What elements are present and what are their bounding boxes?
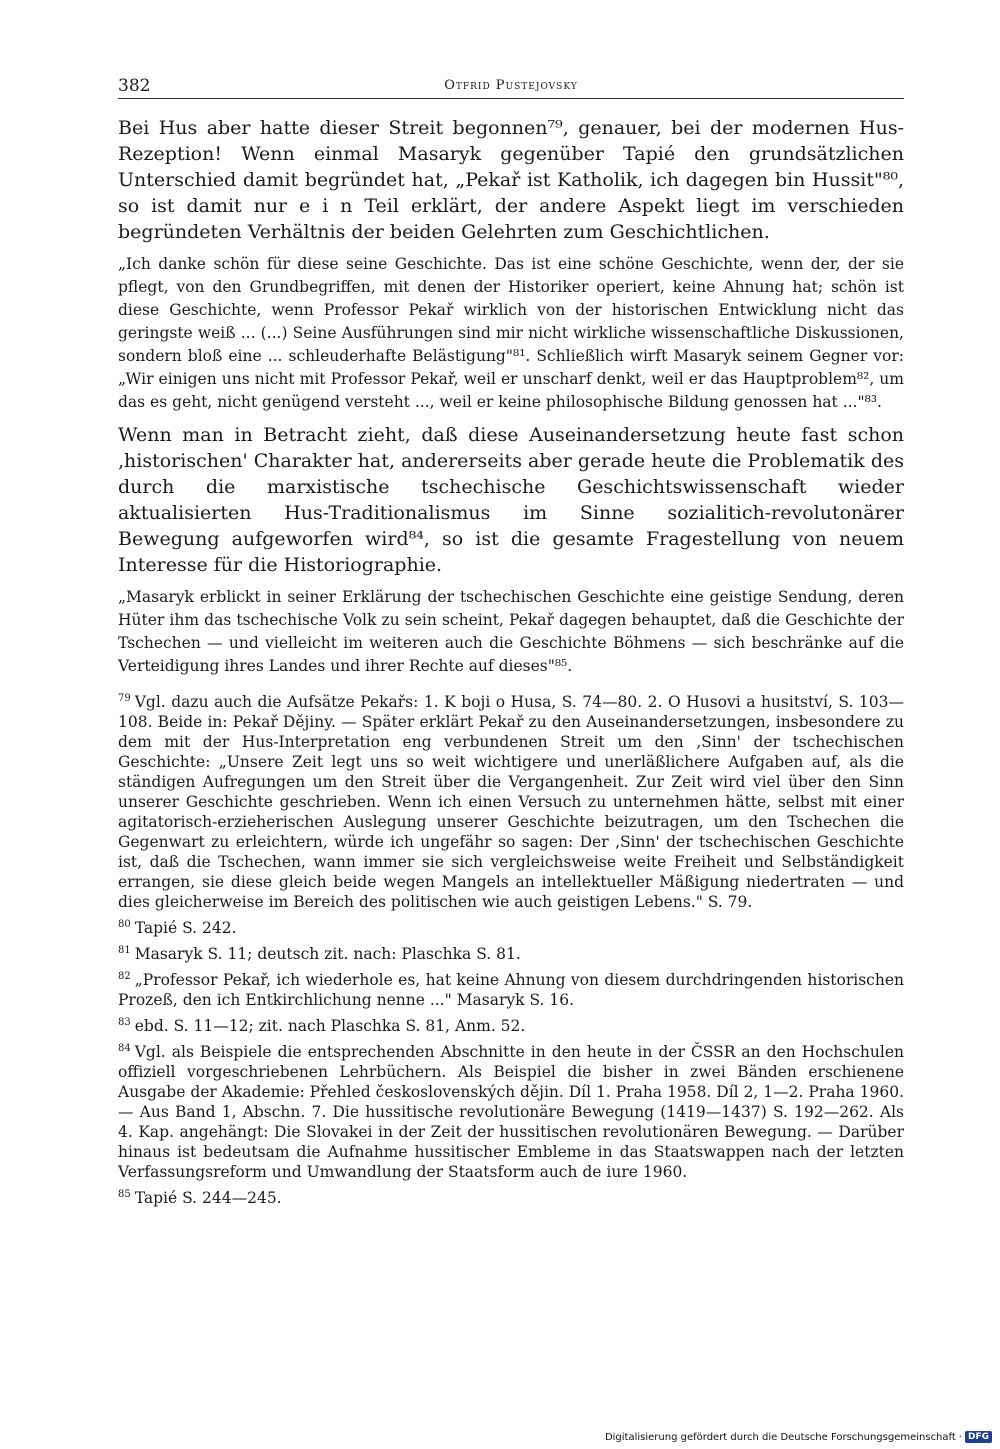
footnote-79: [118, 692, 904, 912]
footer-separator: ·: [958, 1431, 962, 1443]
footnote-number: 85: [118, 1188, 131, 1200]
footnote-text: „Professor Pekař, ich wiederhole es, hat keine Ahnung von diesem durchdringenden historischen Prozeß, den ich Entkirchlichung nenne ..." Masaryk S. 16.: [118, 971, 904, 1009]
footnote-number: 81: [118, 944, 131, 956]
running-title: Otfrid Pustejovsky: [444, 78, 578, 93]
footnote-81: [118, 944, 904, 964]
body-paragraph-2: Wenn man in Betracht zieht, daß diese Auseinandersetzung heute fast schon ‚historischen' Charakter hat, andererseits aber gerade heute die Problematik des durch die marxistische tschechische Geschichtswissenschaft wieder aktualisierten Hus-Traditionalismus im Sinne sozialitich-revolutonärer Bewegung aufgeworfen wird⁸⁴, so ist die gesamte Fragestellung von neuem Interesse für die Historiographie.: [118, 424, 904, 576]
dfg-credit-footer: [605, 1431, 992, 1443]
footnote-85: [118, 1188, 904, 1208]
footnote-text: Tapié S. 244—245.: [134, 1189, 282, 1207]
quote-paragraph-1: „Ich danke schön für diese seine Geschichte. Das ist eine schöne Geschichte, wenn der, der sie pflegt, von den Grundbegriffen, mit denen der Historiker operiert, keine Ahnung hat; schön ist diese Geschichte, wenn Professor Pekař wirklich von der historischen Entwicklung nicht das geringste weiß ... (...) Seine Ausführungen sind mir nicht wirkliche wissenschaftliche Diskussionen, sondern bloß eine ... schleuderhafte Belästigung"⁸¹. Schließlich wirft Masaryk seinem Gegner vor: „Wir einigen uns nicht mit Professor Pekař, weil er unscharf denkt, weil er das Hauptproblem⁸², um das es geht, nicht genügend versteht ..., weil er keine philosophische Bildung genossen hat ..."⁸³.: [118, 255, 904, 411]
dfg-logo-icon: DFG: [965, 1431, 992, 1443]
footnote-text: ebd. S. 11—12; zit. nach Plaschka S. 81, Anm. 52.: [134, 1017, 526, 1035]
footnote-82: [118, 970, 904, 1010]
footnote-text: Vgl. als Beispiele die entsprechenden Abschnitte in den heute in der ČSSR an den Hochschulen offiziell vorgeschriebenen Lehrbüchern. Als Beispiel die bisher in zwei Bänden erschienene Ausgabe der Akademie: Přehled československých dějin. Díl 1. Praha 1958. Díl 2, 1—2. Praha 1960. — Aus Band 1, Abschn. 7. Die hussitische revolutionäre Bewegung (1419—1437) S. 192—262. Als 4. Kap. angehängt: Die Slovakei in der Zeit der hussitischen revolutionären Bewegung. — Darüber hinaus ist bedeutsam die Aufnahme hussitischer Embleme in das Staatswappen nach der letzten Verfassungsreform und Umwandlung der Staatsform auch de iure 1960.: [118, 1043, 904, 1181]
page-number: 382: [118, 76, 151, 96]
footnote-number: 80: [118, 918, 131, 930]
footnote-number: 83: [118, 1016, 131, 1028]
footnote-80: [118, 918, 904, 938]
dfg-credit-text: Digitalisierung gefördert durch die Deutsche Forschungsgemeinschaft: [604, 1431, 956, 1443]
footnote-84: [118, 1042, 904, 1182]
footnote-number: 84: [118, 1042, 131, 1054]
footnote-text: Tapié S. 242.: [134, 919, 237, 937]
footnote-text: Vgl. dazu auch die Aufsätze Pekařs: 1. K boji o Husa, S. 74—80. 2. O Husovi a husitství, S. 103—108. Beide in: Pekař Dějiny. — Später erklärt Pekař zu den Auseinandersetzungen, insbesondere zu dem mit der Hus-Interpretation eng verbundenen Streit um den ‚Sinn' der tschechischen Geschichte: „Unsere Zeit legt uns so weit wichtigere und unerläßlichere Aufgaben auf, als die ständigen Aufregungen um den Streit über die Vergangenheit. Zur Zeit wird viel über den Sinn unserer Geschichte geschrieben. Wenn ich einen Versuch zu unternehmen hätte, selbst mit einer agitatorisch-erzieherischen Auslegung unserer Geschichte beizutragen, um den Tschechen die Gegenwart zu erleichtern, würde ich ungefähr so sagen: Der ‚Sinn' der tschechischen Geschichte ist, daß die Tschechen, wann immer sie sich vergleichsweise weite Freiheit und Selbständigkeit errangen, sie diese gleich beide wegen Mangels an intellektueller Mäßigung niedertraten — und dies gleicherweise im Bereich des politischen wie auch geistigen Lebens." S. 79.: [118, 693, 904, 911]
quote-paragraph-2: „Masaryk erblickt in seiner Erklärung der tschechischen Geschichte eine geistige Sendung, deren Hüter ihm das tschechische Volk zu sein scheint, Pekař dagegen behauptet, daß die Geschichte der Tschechen — und vielleicht im weiteren auch die Geschichte Böhmens — sich beschränke auf die Verteidigung ihres Landes und ihrer Rechte auf dieses"⁸⁵.: [118, 588, 904, 675]
body-paragraph-1: Bei Hus aber hatte dieser Streit begonnen⁷⁹, genauer, bei der modernen Hus-Rezeption! Wenn einmal Masaryk gegenüber Tapié den grundsätzlichen Unterschied damit begründet hat, „Pekař ist Katholik, ich dagegen bin Hussit"⁸⁰, so ist damit nur e i n Teil erklärt, der andere Aspekt liegt im verschieden begründeten Verhältnis der beiden Gelehrten zum Geschichtlichen.: [118, 117, 904, 243]
footnote-number: 79: [118, 692, 131, 704]
footnote-83: [118, 1016, 904, 1036]
footnote-number: 82: [118, 970, 131, 982]
running-header: [118, 70, 904, 99]
footnote-text: Masaryk S. 11; deutsch zit. nach: Plaschka S. 81.: [134, 945, 521, 963]
page: [118, 70, 904, 1214]
footnotes: [118, 692, 904, 1208]
